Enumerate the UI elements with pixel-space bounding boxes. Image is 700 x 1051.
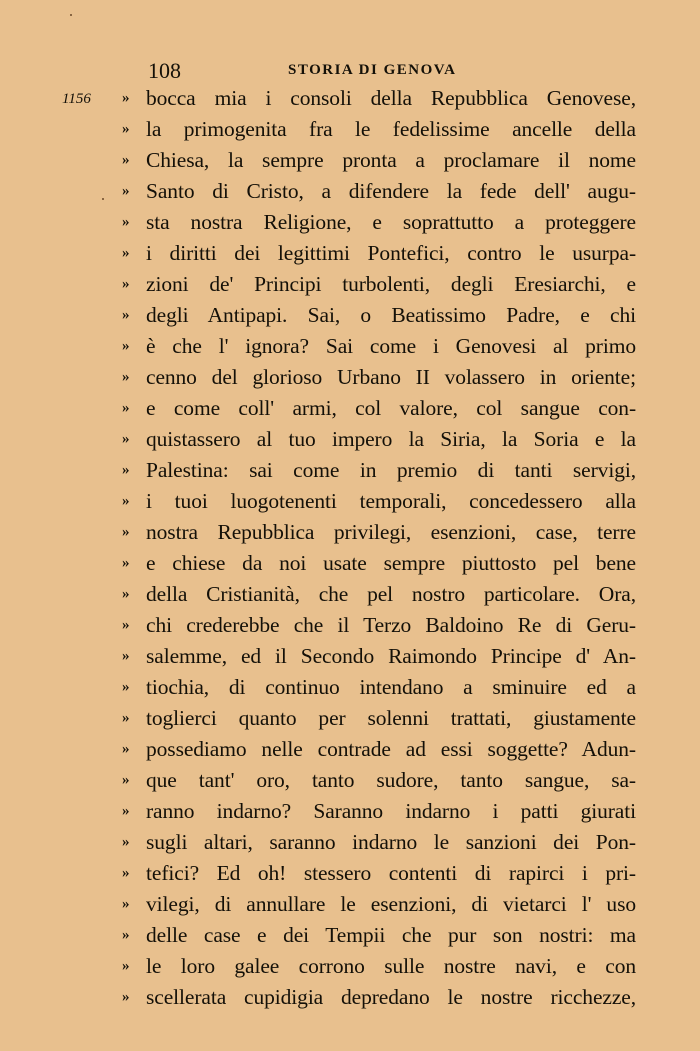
line-text: bocca mia i consoli della Repubblica Genovese, [146,86,636,110]
line-text: della Cristianità, che pel nostro particolare. Ora, [146,582,636,606]
line-text: è che l' ignora? Sai come i Genovesi al primo [146,334,636,358]
text-line [120,269,636,300]
quote-mark: » [122,803,130,819]
line-text: chi crederebbe che il Terzo Baldoino Re di Geru- [146,613,636,637]
line-text: degli Antipapi. Sai, o Beatissimo Padre, e chi [146,303,636,327]
line-text: le loro galee corrono sulle nostre navi, e con [146,954,636,978]
quote-mark: » [122,524,130,540]
quote-mark: » [122,679,130,695]
text-line [120,703,636,734]
quote-mark: » [122,617,130,633]
text-line [120,393,636,424]
quote-mark: » [122,214,130,230]
text-line [120,827,636,858]
text-line [120,796,636,827]
line-text: ranno indarno? Saranno indarno i patti giurati [146,799,636,823]
text-line [120,920,636,951]
text-line [120,114,636,145]
page-header [0,58,700,84]
quote-mark: » [122,462,130,478]
line-text: i tuoi luogotenenti temporali, concedessero alla [146,489,636,513]
text-line [120,207,636,238]
text-line [120,486,636,517]
line-text: toglierci quanto per solenni trattati, giustamente [146,706,636,730]
quote-mark: » [122,338,130,354]
quote-mark: » [122,989,130,1005]
quote-mark: » [122,493,130,509]
paper-speck [70,14,72,16]
line-text: tiochia, di continuo intendano a sminuire ed a [146,675,636,699]
text-line [120,858,636,889]
line-text: sugli altari, saranno indarno le sanzioni dei Pon- [146,830,636,854]
line-text: quistassero al tuo impero la Siria, la Soria e la [146,427,636,451]
text-line [120,889,636,920]
quote-mark: » [122,648,130,664]
quote-mark: » [122,400,130,416]
line-text: possediamo nelle contrade ad essi soggette? Adun- [146,737,636,761]
line-text: nostra Repubblica privilegi, esenzioni, case, terre [146,520,636,544]
text-line [120,765,636,796]
quote-mark: » [122,710,130,726]
line-text: scellerata cupidigia depredano le nostre ricchezze, [146,985,636,1009]
quote-mark: » [122,958,130,974]
text-line [120,672,636,703]
text-line [120,362,636,393]
line-text: e chiese da noi usate sempre piuttosto pel bene [146,551,636,575]
text-line [120,951,636,982]
line-text: vilegi, di annullare le esenzioni, di vietarci l' uso [146,892,636,916]
text-line [120,982,636,1013]
line-text: la primogenita fra le fedelissime ancelle della [146,117,636,141]
page-number: 108 [148,58,181,83]
line-text: Chiesa, la sempre pronta a proclamare il nome [146,148,636,172]
quote-mark: » [122,772,130,788]
line-text: tefici? Ed oh! stessero contenti di rapirci i pri- [146,861,636,885]
body-text [120,83,636,1013]
text-line [120,83,636,114]
quote-mark: » [122,121,130,137]
quote-mark: » [122,741,130,757]
quote-mark: » [122,245,130,261]
text-line [120,641,636,672]
quote-mark: » [122,90,130,106]
quote-mark: » [122,555,130,571]
running-title: STORIA DI GENOVA [288,62,457,78]
line-text: delle case e dei Tempii che pur son nostri: ma [146,923,636,947]
paper-speck [102,198,104,200]
line-text: e come coll' armi, col valore, col sangue con- [146,396,636,420]
quote-mark: » [122,183,130,199]
line-text: cenno del glorioso Urbano II volassero in oriente; [146,365,636,389]
quote-mark: » [122,152,130,168]
text-line [120,579,636,610]
text-line [120,610,636,641]
quote-mark: » [122,431,130,447]
line-text: i diritti dei legittimi Pontefici, contro le usurpa- [146,241,636,265]
quote-mark: » [122,896,130,912]
line-text: Santo di Cristo, a difendere la fede dell' augu- [146,179,636,203]
quote-mark: » [122,369,130,385]
line-text: Palestina: sai come in premio di tanti servigi, [146,458,636,482]
text-line [120,548,636,579]
text-line [120,145,636,176]
quote-mark: » [122,586,130,602]
text-line [120,517,636,548]
margin-year: 1156 [62,91,91,107]
text-line [120,424,636,455]
quote-mark: » [122,276,130,292]
text-line [120,734,636,765]
quote-mark: » [122,834,130,850]
text-line [120,455,636,486]
line-text: salemme, ed il Secondo Raimondo Principe d' An- [146,644,636,668]
line-text: sta nostra Religione, e soprattutto a proteggere [146,210,636,234]
text-line [120,238,636,269]
quote-mark: » [122,865,130,881]
line-text: que tant' oro, tanto sudore, tanto sangue, sa- [146,768,636,792]
text-line [120,176,636,207]
line-text: zioni de' Principi turbolenti, degli Eresiarchi, e [146,272,636,296]
text-line [120,300,636,331]
quote-mark: » [122,307,130,323]
quote-mark: » [122,927,130,943]
text-line [120,331,636,362]
